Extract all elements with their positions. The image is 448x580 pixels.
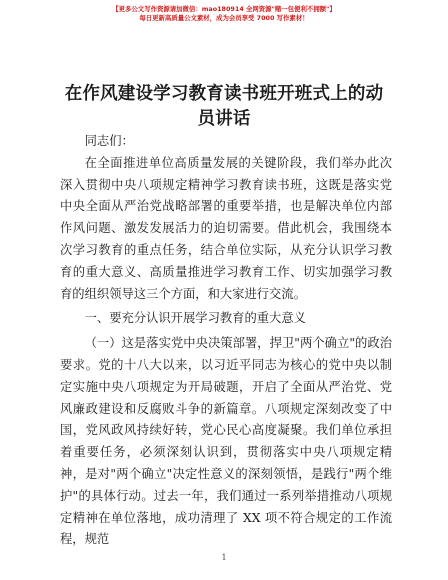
header-banner: [0, 5, 448, 23]
intro-paragraph: 在全面推进单位高质量发展的关键阶段，我们举办此次深入贯彻中央八项规定精神学习教育读书班，这既是落实党中央全面从严治党战略部署的重要举措，也是解决单位内部作风问题、激发发展活力的迫切需要。借此机会，我围绕本次学习教育的重点任务，结合单位实际，从充分认识学习教育的重大意义、高质量推进学习教育工作、切实加强学习教育的组织领导这三个方面，和大家进行交流。: [60, 155, 392, 301]
section-heading: 一、要充分认识开展学习教育的重大意义: [84, 311, 306, 326]
banner-line-2: 每日更新高质量公文素材，成为会员享受 7000 写作素材！: [139, 14, 309, 22]
page-number: 1: [221, 553, 227, 562]
subsection-paragraph: （一）这是落实党中央决策部署，捍卫"两个确立"的政治要求。党的十八大以来，以习近平同志为核心的党中央以制定实施中央八项规定为开局破题，开启了全面从严治党、党风廉政建设和反腐败斗争的新篇章。八项规定深刻改变了中国，党风政风持续好转，党心民心高度凝聚。我们单位承担着重要任务，必须深刻认识到，贯彻落实中央八项规定精神，是对"两个确立"决定性意义的深刻领悟，是践行"两个维护"的具体行动。过去一年，我们通过一系列举措推动八项规定精神在单位落地，成功清理了 XX 项不符合规定的工作流程，规范: [60, 336, 392, 547]
banner-line-1: 【更多公文写作资源请加微信：mao180914 全网资源"赌一包便利不拥额"】: [112, 5, 336, 13]
salutation: 同志们：: [84, 134, 134, 148]
document-body: [60, 131, 392, 551]
document-title: 在作风建设学习教育读书班开班式上的动员讲话: [64, 84, 384, 129]
